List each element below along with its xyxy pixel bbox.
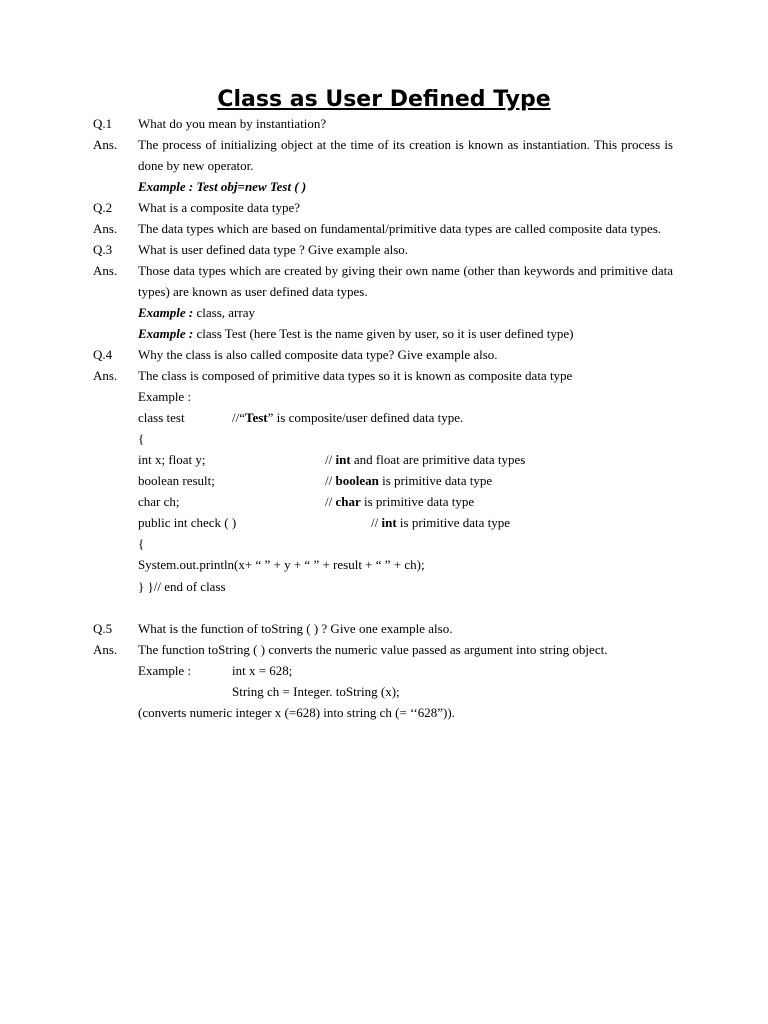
q3-label: Q.3 — [93, 242, 113, 257]
q3-example1-label: Example : — [138, 305, 194, 320]
comment-suffix: is primitive data type — [396, 515, 511, 530]
comment-keyword: Test — [245, 410, 268, 425]
q5-question: What is the function of toString ( ) ? Give one example also. — [138, 621, 453, 636]
q4-question: Why the class is also called composite data type? Give example also. — [138, 347, 498, 362]
q5-answer-label: Ans. — [93, 642, 118, 657]
q5-code-line2: String ch = Integer. toString (x); — [232, 684, 400, 699]
code-comment-method — [371, 512, 510, 533]
q1-label: Q.1 — [93, 116, 113, 131]
comment-keyword: char — [335, 494, 361, 509]
q3-example1 — [138, 302, 255, 323]
code-line-println: System.out.println(x+ “ ” + y + “ ” + result + “ ” + ch); — [138, 557, 425, 572]
q1-answer-line2: done by new operator. — [138, 158, 254, 173]
comment-suffix: and float are primitive data types — [350, 452, 526, 467]
q3-answer-label: Ans. — [93, 263, 118, 278]
q2-answer-line1: The data types which are based on fundamental/primitive data types are called composite data types. — [138, 221, 662, 236]
code-line-char: char ch; — [138, 494, 180, 509]
q2-label: Q.2 — [93, 200, 113, 215]
comment-keyword: int — [381, 515, 397, 530]
comment-suffix: is primitive data type — [360, 494, 475, 509]
comment-prefix: //“ — [232, 410, 245, 425]
code-line-end: } }// end of class — [138, 579, 226, 594]
comment-prefix: // — [371, 515, 382, 530]
page-title: Class as User Defined Type — [217, 87, 551, 112]
code-comment-char — [325, 491, 474, 512]
q1-example: Example : Test obj=new Test ( ) — [138, 179, 307, 194]
code-line-vars: int x; float y; — [138, 452, 206, 467]
code-line-method: public int check ( ) — [138, 515, 237, 530]
comment-prefix: // — [325, 494, 336, 509]
comment-suffix: ” is composite/user defined data type. — [267, 410, 464, 425]
q3-example1-text: class, array — [193, 305, 255, 320]
q1-answer-line1: The process of initializing object at the time of its creation is known as instantiation. This process is — [138, 137, 673, 152]
comment-keyword: int — [335, 452, 351, 467]
q3-example2-label: Example : — [138, 326, 194, 341]
code-brace-open-method: { — [138, 536, 145, 551]
q5-note: (converts numeric integer x (=628) into string ch (= ‘‘628”)). — [138, 705, 455, 720]
q3-example2 — [138, 323, 573, 344]
code-line-class: class test — [138, 410, 185, 425]
q5-example-label: Example : — [138, 663, 192, 678]
q1-question: What do you mean by instantiation? — [138, 116, 327, 131]
comment-keyword: boolean — [335, 473, 379, 488]
q5-code-line1: int x = 628; — [232, 663, 293, 678]
q2-question: What is a composite data type? — [138, 200, 301, 215]
q3-question: What is user defined data type ? Give example also. — [138, 242, 409, 257]
q5-label: Q.5 — [93, 621, 113, 636]
code-brace-open: { — [138, 431, 145, 446]
q3-example2-text: class Test (here Test is the name given by user, so it is user defined type) — [193, 326, 574, 341]
q4-answer-line1: The class is composed of primitive data types so it is known as composite data type — [138, 368, 573, 383]
q4-answer-label: Ans. — [93, 368, 118, 383]
comment-prefix: // — [325, 473, 336, 488]
q4-label: Q.4 — [93, 347, 113, 362]
comment-prefix: // — [325, 452, 336, 467]
q3-answer-line2: types) are known as user defined data types. — [138, 284, 368, 299]
q3-answer-line1: Those data types which are created by giving their own name (other than keywords and primitive data — [138, 263, 673, 278]
code-line-boolean: boolean result; — [138, 473, 215, 488]
q4-example-label: Example : — [138, 389, 192, 404]
code-comment-vars — [325, 449, 525, 470]
q2-answer-label: Ans. — [93, 221, 118, 236]
comment-suffix: is primitive data type — [378, 473, 493, 488]
code-comment-boolean — [325, 470, 492, 491]
q1-answer-label: Ans. — [93, 137, 118, 152]
code-comment-class — [232, 407, 463, 428]
q5-answer-line1: The function toString ( ) converts the numeric value passed as argument into string object. — [138, 642, 608, 657]
